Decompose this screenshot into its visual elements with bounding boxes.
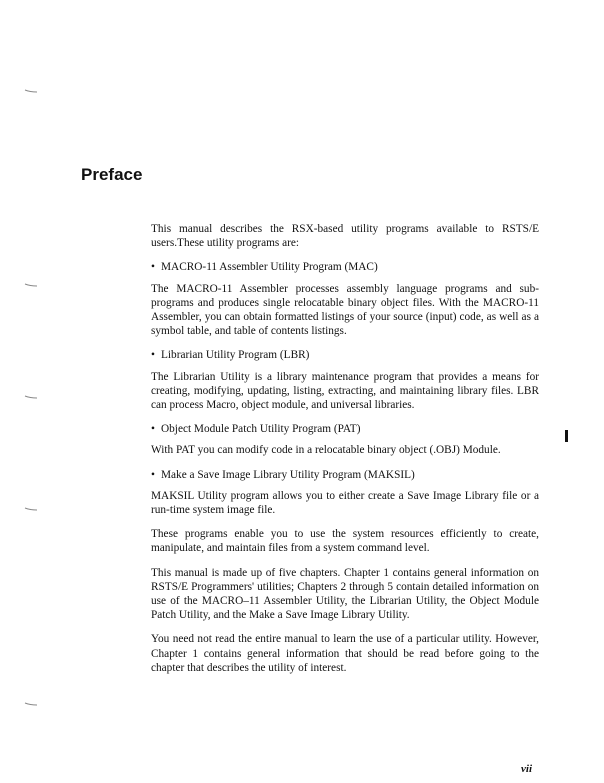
- binding-mark: [24, 395, 38, 399]
- binding-mark: [24, 507, 38, 511]
- utility-title: • MACRO-11 Assembler Utility Program (MAC): [151, 260, 539, 274]
- body-paragraph: You need not read the entire manual to learn the use of a particular utility. However, Chapter 1 contains general information that should be read before going to the chapter that describes the utility of interest.: [151, 633, 539, 674]
- utility-title: • Make a Save Image Library Utility Program (MAKSIL): [151, 468, 539, 482]
- page-number: vii: [521, 763, 532, 775]
- change-bar: [565, 430, 568, 442]
- utility-description: MAKSIL Utility program allows you to either create a Save Image Library file or a run-time system image file.: [151, 489, 539, 517]
- body-paragraph: This manual is made up of five chapters. Chapter 1 contains general information on RSTS/E Programmers' utilities; Chapters 2 through 5 contain detailed information on use of the MACRO–11 Assembler Utility, the Librarian Utility, the Object Module Patch Utility, and the Make a Save Image Library Utility.: [151, 566, 539, 622]
- utility-description: With PAT you can modify code in a relocatable binary object (.OBJ) Module.: [151, 444, 501, 457]
- utility-description: The MACRO-11 Assembler processes assembly language programs and sub-programs and produces single relocatable binary object files. With the MACRO-11 Assembler, you can obtain formatted listings of your source (input) code, as well as a symbol table, and table of contents listings.: [151, 282, 539, 338]
- utility-description: The Librarian Utility is a library maintenance program that provides a means for creating, modifying, updating, listing, extracting, and maintaining library files. LBR can process Macro, object module, and universal libraries.: [151, 370, 539, 412]
- preface-body: [151, 222, 539, 685]
- intro-paragraph: This manual describes the RSX-based utility programs available to RSTS/E users.These utility programs are:: [151, 223, 539, 250]
- utility-title: • Object Module Patch Utility Program (PAT): [151, 422, 539, 436]
- utility-title: • Librarian Utility Program (LBR): [151, 348, 539, 362]
- binding-mark: [24, 89, 38, 93]
- binding-mark: [24, 702, 38, 706]
- body-paragraph: These programs enable you to use the system resources efficiently to create, manipulate, and maintain files from a system command level.: [151, 528, 539, 555]
- binding-mark: [24, 283, 38, 287]
- page-title: Preface: [81, 165, 143, 184]
